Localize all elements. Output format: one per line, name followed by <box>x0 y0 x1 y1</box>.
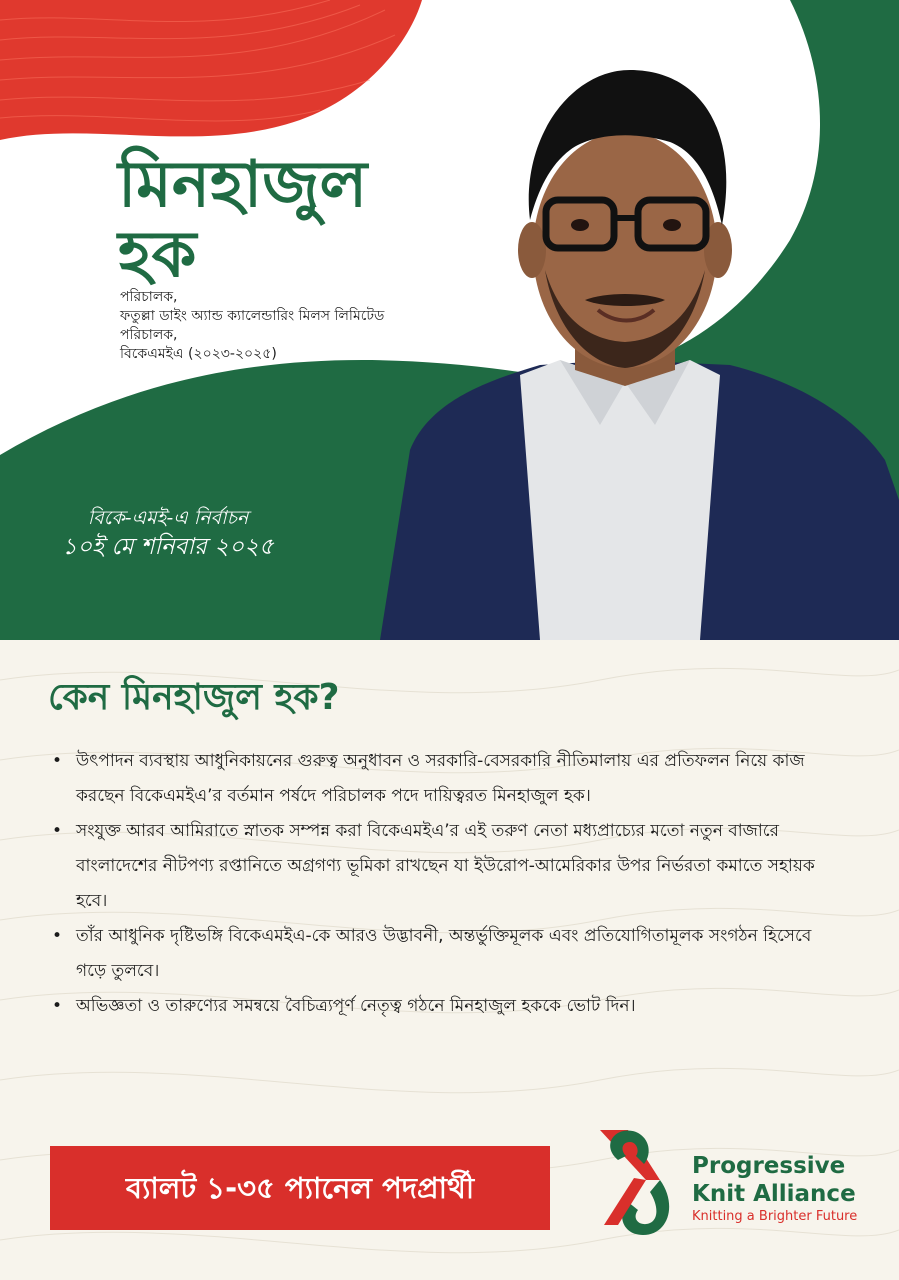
logo-tagline: Knitting a Brighter Future <box>692 1209 858 1224</box>
reasons-list <box>46 744 826 1024</box>
logo-line2: Knit Alliance <box>692 1181 856 1207</box>
candidate-designation <box>120 288 384 364</box>
list-item: • অভিজ্ঞতা ও তারুণ্যের সমন্বয়ে বৈচিত্র্যপূর্ণ নেতৃত্ব গঠনে মিনহাজুল হককে ভোট দিন। <box>46 989 826 1024</box>
designation-line: পরিচালক, <box>120 289 178 305</box>
designation-line: বিকেএমইএ (২০২৩-২০২৫) <box>120 346 277 362</box>
list-item: • উৎপাদন ব্যবস্থায় আধুনিকায়নের গুরুত্ব অনুধাবন ও সরকারি-বেসরকারি নীতিমালায় এর প্রতিফলন নিয়ে কাজ করছেন বিকেএমইএ’র বর্তমান পর্ষদে পরিচালক পদে দায়িত্বরত মিনহাজুল হক। <box>46 744 826 814</box>
election-date: ১০ই মে শনিবার ২০২৫ <box>62 534 274 560</box>
logo-line1: Progressive <box>692 1153 846 1179</box>
alliance-logo <box>588 1120 878 1240</box>
designation-line: ফতুল্লা ডাইং অ্যান্ড ক্যালেন্ডারিং মিলস লিমিটেড <box>120 308 385 324</box>
candidate-name-line2: হক <box>118 218 197 292</box>
knot-ribbon-icon <box>588 1120 688 1240</box>
ballot-banner: ব্যালট ১-৩৫ প্যানেল পদপ্রার্থী <box>50 1146 550 1230</box>
candidate-name <box>118 150 367 290</box>
election-info <box>48 505 288 563</box>
list-item: • সংযুক্ত আরব আমিরাতে স্নাতক সম্পন্ন করা বিকেএমইএ’র এই তরুণ নেতা মধ্যপ্রাচ্যের মতো নতুন বাজারে বাংলাদেশের নীটপণ্য রপ্তানিতে অগ্রগণ্য ভূমিকা রাখছেন যা ইউরোপ-আমেরিকার উপর নির্ভরতা কমাতে সহায়ক হবে। <box>46 814 826 919</box>
election-title: বিকে-এমই-এ নির্বাচন <box>87 507 249 529</box>
designation-line: পরিচালক, <box>120 327 178 343</box>
list-item: • তাঁর আধুনিক দৃষ্টিভঙ্গি বিকেএমইএ-কে আরও উদ্ভাবনী, অন্তর্ভুক্তিমূলক এবং প্রতিযোগিতামূলক সংগঠন হিসেবে গড়ে তুলবে। <box>46 919 826 989</box>
candidate-portrait <box>370 30 899 640</box>
content-section <box>0 640 899 1280</box>
candidate-name-line1: মিনহাজুল <box>118 148 368 222</box>
why-heading: কেন মিনহাজুল হক? <box>48 677 340 718</box>
